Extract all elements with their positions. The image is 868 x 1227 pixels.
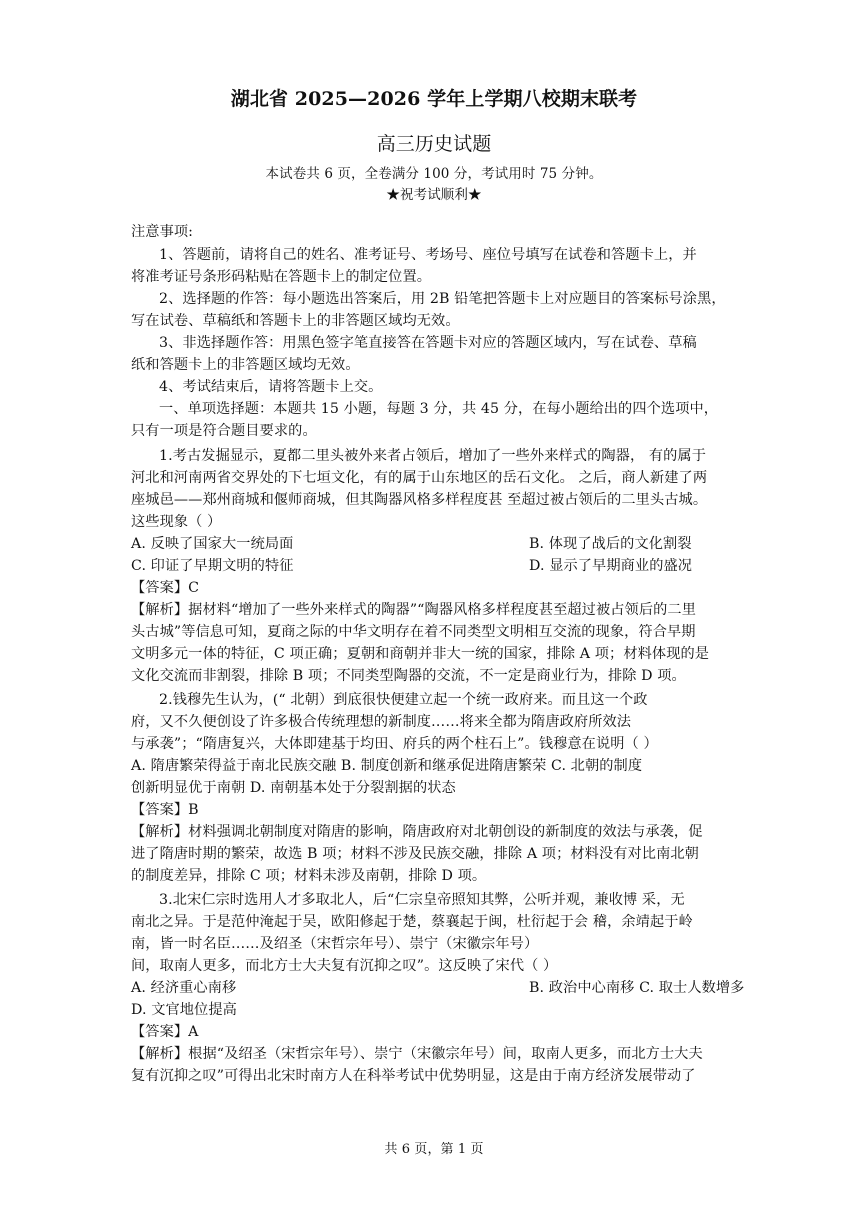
q3-stem: 3.北宋仁宗时选用人才多取北人，后“仁宗皇帝照知其弊，公听并观，兼收博 采，无 <box>159 892 685 908</box>
q1-option-a: A. 反映了国家大一统局面 <box>131 536 294 552</box>
q2-explanation-2: 进了隋唐时期的繁荣，故选 B 项；材料不涉及民族交融，排除 A 项；材料没有对比南北朝 <box>131 846 699 862</box>
q3-stem-3: 南，皆一时名臣……及绍圣（宋哲宗年号）、崇宁（宋徽宗年号） <box>131 936 539 952</box>
q1-stem-3: 座城邑——郑州商城和偃师商城，但其陶器风格多样程度甚 至超过被占领后的二里头古城。 <box>131 492 708 508</box>
q1-stem-4: 这些现象（ ） <box>131 514 222 530</box>
notice-item-1-cont: 将准考证号条形码粘贴在答题卡上的制定位置。 <box>131 269 432 285</box>
q1-option-b: B. 体现了战后的文化割裂 <box>529 536 692 552</box>
exam-subtitle: 高三历史试题 <box>376 133 492 155</box>
q2-answer: 【答案】B <box>131 802 199 818</box>
notice-item-2: 2、选择题的作答：每小题选出答案后，用 2B 铅笔把答题卡上对应题目的答案标号涂黑， <box>159 291 726 307</box>
exam-title: 湖北省 2025—2026 学年上学期八校期末联考 <box>230 88 638 110</box>
q2-stem: 2.钱穆先生认为，(“ 北朝）到底很快便建立起一个统一政府来。而且这一个政 <box>159 692 648 708</box>
q2-options-cont: 创新明显优于南朝 D. 南朝基本处于分裂割据的状态 <box>131 780 456 796</box>
q3-answer: 【答案】A <box>131 1024 199 1040</box>
q1-stem-2: 河北和河南两省交界处的下七垣文化，有的属于山东地区的岳石文化。 之后，商人新建了两 <box>131 470 708 486</box>
notice-item-4: 4、考试结束后，请将答题卡上交。 <box>159 379 383 395</box>
q3-option-a: A. 经济重心南移 <box>131 980 237 996</box>
notice-heading: 注意事项: <box>131 224 194 240</box>
q3-option-d: D. 文官地位提高 <box>131 1002 237 1018</box>
q3-options-row <box>131 977 771 999</box>
q1-answer: 【答案】C <box>131 580 200 596</box>
q1-option-d: D. 显示了早期商业的盛况 <box>529 558 693 574</box>
q3-option-bc: B. 政治中心南移 C. 取士人数增多 <box>529 980 745 996</box>
q2-stem-2: 府，又不久便创设了许多极合传统理想的新制度……将来全都为隋唐政府所效法 <box>131 714 632 730</box>
exam-wish: ★祝考试顺利★ <box>386 187 482 203</box>
q1-options-row-2 <box>131 555 771 577</box>
page-footer: 共 6 页，第 1 页 <box>384 1142 484 1157</box>
section-intro: 一、单项选择题：本题共 15 小题，每题 3 分，共 45 分，在每小题给出的四个选项中， <box>159 401 719 417</box>
q2-stem-3: 与承袭”；“隋唐复兴，大体即建基于均田、府兵的两个柱石上”。钱穆意在说明（ ） <box>131 736 658 752</box>
q1-stem: 1.考古发掘显示，夏都二里头被外来者占领后，增加了一些外来样式的陶器， 有的属于 <box>159 448 706 464</box>
q3-explanation: 【解析】根据“及绍圣（宋哲宗年号）、崇宁（宋徽宗年号）间，取南人更多，而北方士大夫 <box>131 1046 703 1062</box>
exam-info: 本试卷共 6 页，全卷满分 100 分，考试用时 75 分钟。 <box>265 166 603 182</box>
q3-stem-2: 南北之异。于是范仲淹起于吴，欧阳修起于楚，蔡襄起于闽，杜衍起于会 稽，余靖起于岭 <box>131 914 693 930</box>
notice-item-3-cont: 纸和答题卡上的非答题区域均无效。 <box>131 357 360 373</box>
q1-explanation: 【解析】据材料“增加了一些外来样式的陶器”“陶器风格多样程度甚至超过被占领后的二里 <box>131 602 696 618</box>
notice-item-3: 3、非选择题作答：用黑色签字笔直接答在答题卡对应的答题区域内，写在试卷、草稿 <box>159 335 697 351</box>
q2-options: A. 隋唐繁荣得益于南北民族交融 B. 制度创新和继承促进隋唐繁荣 C. 北朝的制度 <box>131 758 643 774</box>
section-intro-cont: 只有一项是符合题目要求的。 <box>131 423 317 439</box>
notice-item-1: 1、答题前，请将自己的姓名、准考证号、考场号、座位号填写在试卷和答题卡上，并 <box>159 247 697 263</box>
q3-stem-4: 间，取南人更多，而北方士大夫复有沉抑之叹”。这反映了宋代（ ） <box>131 958 558 974</box>
notice-item-2-cont: 写在试卷、草稿纸和答题卡上的非答题区域均无效。 <box>131 313 460 329</box>
q2-explanation-3: 的制度差异，排除 C 项；材料未涉及南朝，排除 D 项。 <box>131 868 487 884</box>
q1-explanation-4: 文化交流而非割裂，排除 B 项；不同类型陶器的交流，不一定是商业行为，排除 D 项。 <box>131 668 686 684</box>
q1-explanation-3: 文明多元一体的特征，C 项正确；夏朝和商朝并非大一统的国家，排除 A 项；材料体现的是 <box>131 646 710 662</box>
q3-explanation-2: 复有沉抑之叹”可得出北宋时南方人在科举考试中优势明显，这是由于南方经济发展带动了 <box>131 1068 696 1084</box>
q1-option-c: C. 印证了早期文明的特征 <box>131 558 294 574</box>
q1-explanation-2: 头古城”等信息可知，夏商之际的中华文明存在着不同类型文明相互交流的现象，符合早期 <box>131 624 696 640</box>
q2-explanation: 【解析】材料强调北朝制度对隋唐的影响，隋唐政府对北朝创设的新制度的效法与承袭，促 <box>131 824 703 840</box>
q1-options-row-1 <box>131 533 771 555</box>
